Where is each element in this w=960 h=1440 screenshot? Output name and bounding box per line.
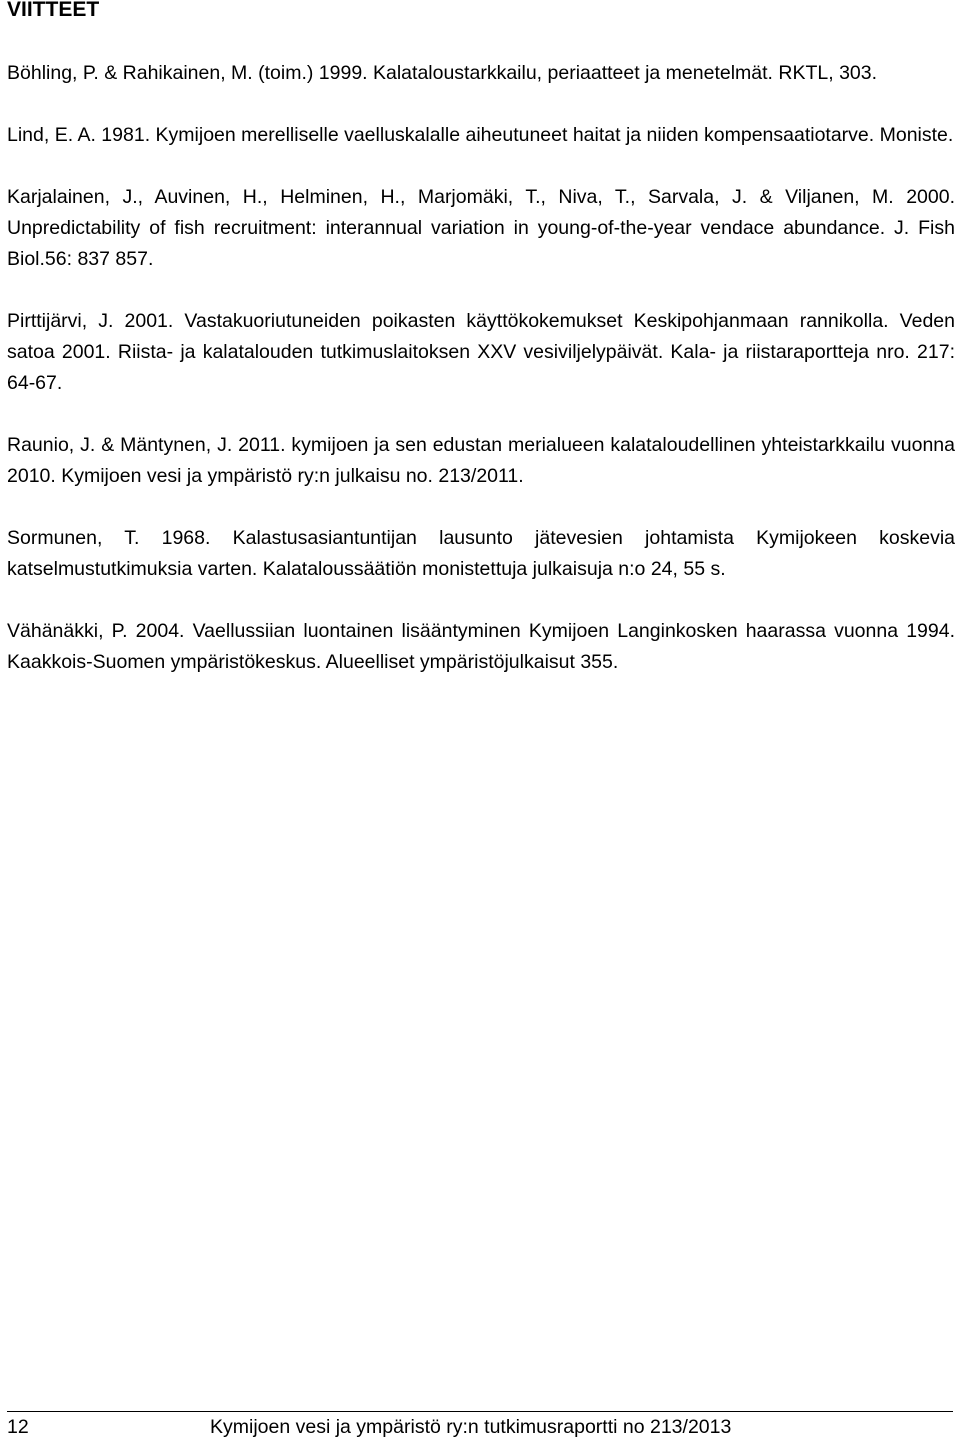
reference-item: Karjalainen, J., Auvinen, H., Helminen, H., Marjomäki, T., Niva, T., Sarvala, J. & Viljanen, M. 2000. Unpredictability of fish recruitment: interannual variation in young-of-the-year vendace abundance. J. Fish Biol.56: 837 857. bbox=[7, 186, 955, 270]
reference-item: Vähänäkki, P. 2004. Vaellussiian luontainen lisääntyminen Kymijoen Langinkosken haarassa vuonna 1994. Kaakkois-Suomen ympäristökeskus. Alueelliset ympäristöjulkaisut 355. bbox=[7, 620, 955, 673]
reference-item: Lind, E. A. 1981. Kymijoen merelliselle vaelluskalalle aiheutuneet haitat ja niiden kompensaatiotarve. Moniste. bbox=[7, 124, 954, 146]
footer-divider bbox=[7, 1411, 953, 1412]
reference-item: Raunio, J. & Mäntynen, J. 2011. kymijoen ja sen edustan merialueen kalataloudellinen yhteistarkkailu vuonna 2010. Kymijoen vesi ja ympäristö ry:n julkaisu no. 213/2011. bbox=[7, 434, 955, 487]
publication-title: Kymijoen vesi ja ympäristö ry:n tutkimusraportti no 213/2013 bbox=[210, 1416, 732, 1438]
page-number: 12 bbox=[7, 1416, 29, 1438]
page-footer bbox=[7, 1414, 953, 1440]
page-heading: VIITTEET bbox=[7, 0, 100, 21]
reference-item: Pirttijärvi, J. 2001. Vastakuoriutuneiden poikasten käyttökokemukset Keskipohjanmaan rannikolla. Veden satoa 2001. Riista- ja kalatalouden tutkimuslaitoksen XXV vesiviljelypäivät. Kala- ja riistaraportteja nro. 217: 64-67. bbox=[7, 310, 955, 394]
reference-item: Böhling, P. & Rahikainen, M. (toim.) 1999. Kalataloustarkkailu, periaatteet ja menetelmät. RKTL, 303. bbox=[7, 62, 878, 84]
reference-item: Sormunen, T. 1968. Kalastusasiantuntijan lausunto jätevesien johtamista Kymijokeen koskevia katselmustutkimuksia varten. Kalataloussäätiön monistettuja julkaisuja n:o 24, 55 s. bbox=[7, 527, 955, 580]
reference-list bbox=[7, 58, 955, 709]
